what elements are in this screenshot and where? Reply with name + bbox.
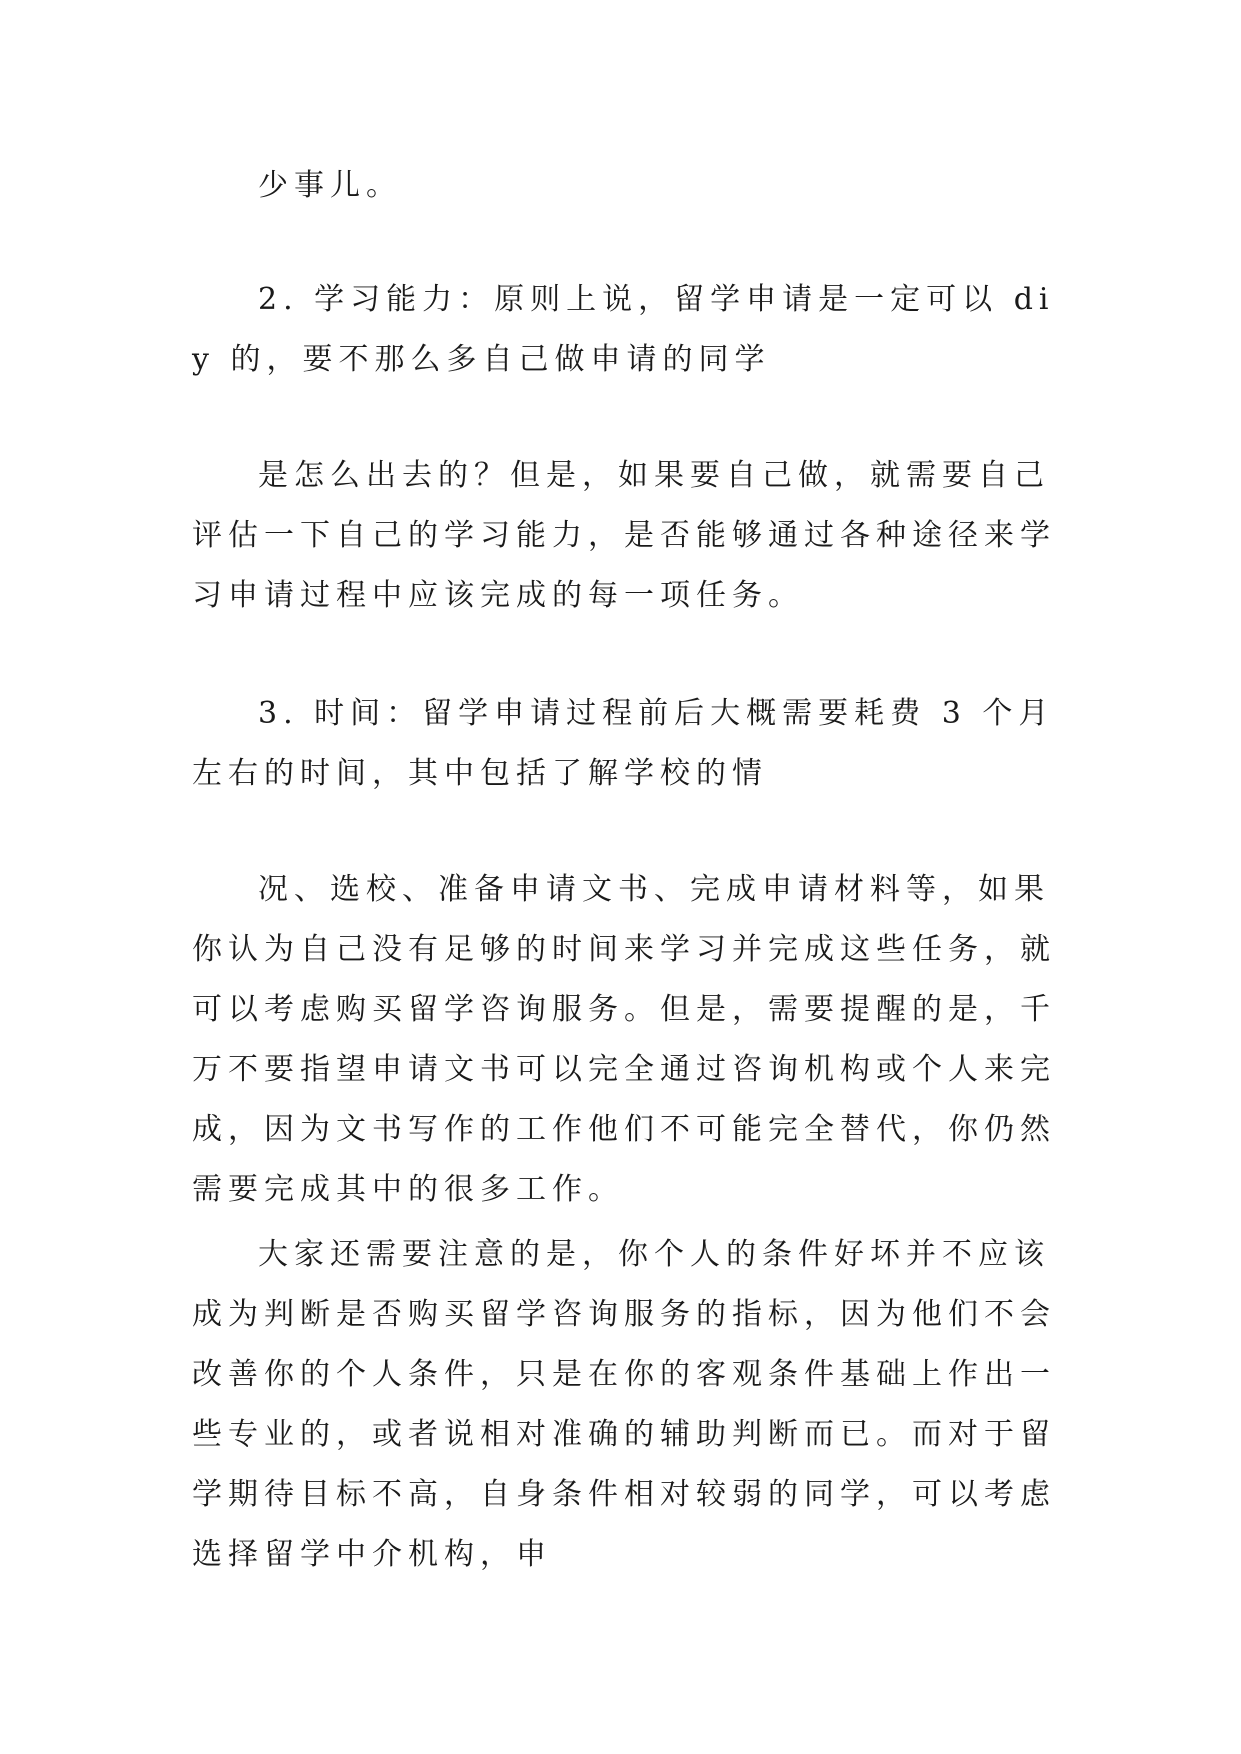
- paragraph-4: 3. 时间：留学申请过程前后大概需要耗费 3 个月左右的时间，其中包括了解学校的情: [192, 696, 1055, 791]
- paragraph-5: 况、选校、准备申请文书、完成申请材料等，如果你认为自己没有足够的时间来学习并完成这些任务，就可以考虑购买留学咨询服务。但是，需要提醒的是，千万不要指望申请文书可以完全通过咨询机构或个人来完成，因为文书写作的工作他们不可能完全替代，你仍然需要完成其中的很多工作。: [192, 872, 1056, 1207]
- paragraph-6: 大家还需要注意的是，你个人的条件好坏并不应该成为判断是否购买留学咨询服务的指标，因为他们不会改善你的个人条件，只是在你的客观条件基础上作出一些专业的，或者说相对准确的辅助判断而已。而对于留学期待目标不高，自身条件相对较弱的同学，可以考虑选择留学中介机构，申: [192, 1237, 1056, 1572]
- paragraph-2: 2. 学习能力：原则上说，留学申请是一定可以 diy 的，要不那么多自己做申请的同学: [192, 282, 1055, 377]
- paragraph-1: 少事儿。: [258, 168, 402, 203]
- paragraph-3: 是怎么出去的？但是，如果要自己做，就需要自己评估一下自己的学习能力，是否能够通过各种途径来学习申请过程中应该完成的每一项任务。: [192, 458, 1056, 613]
